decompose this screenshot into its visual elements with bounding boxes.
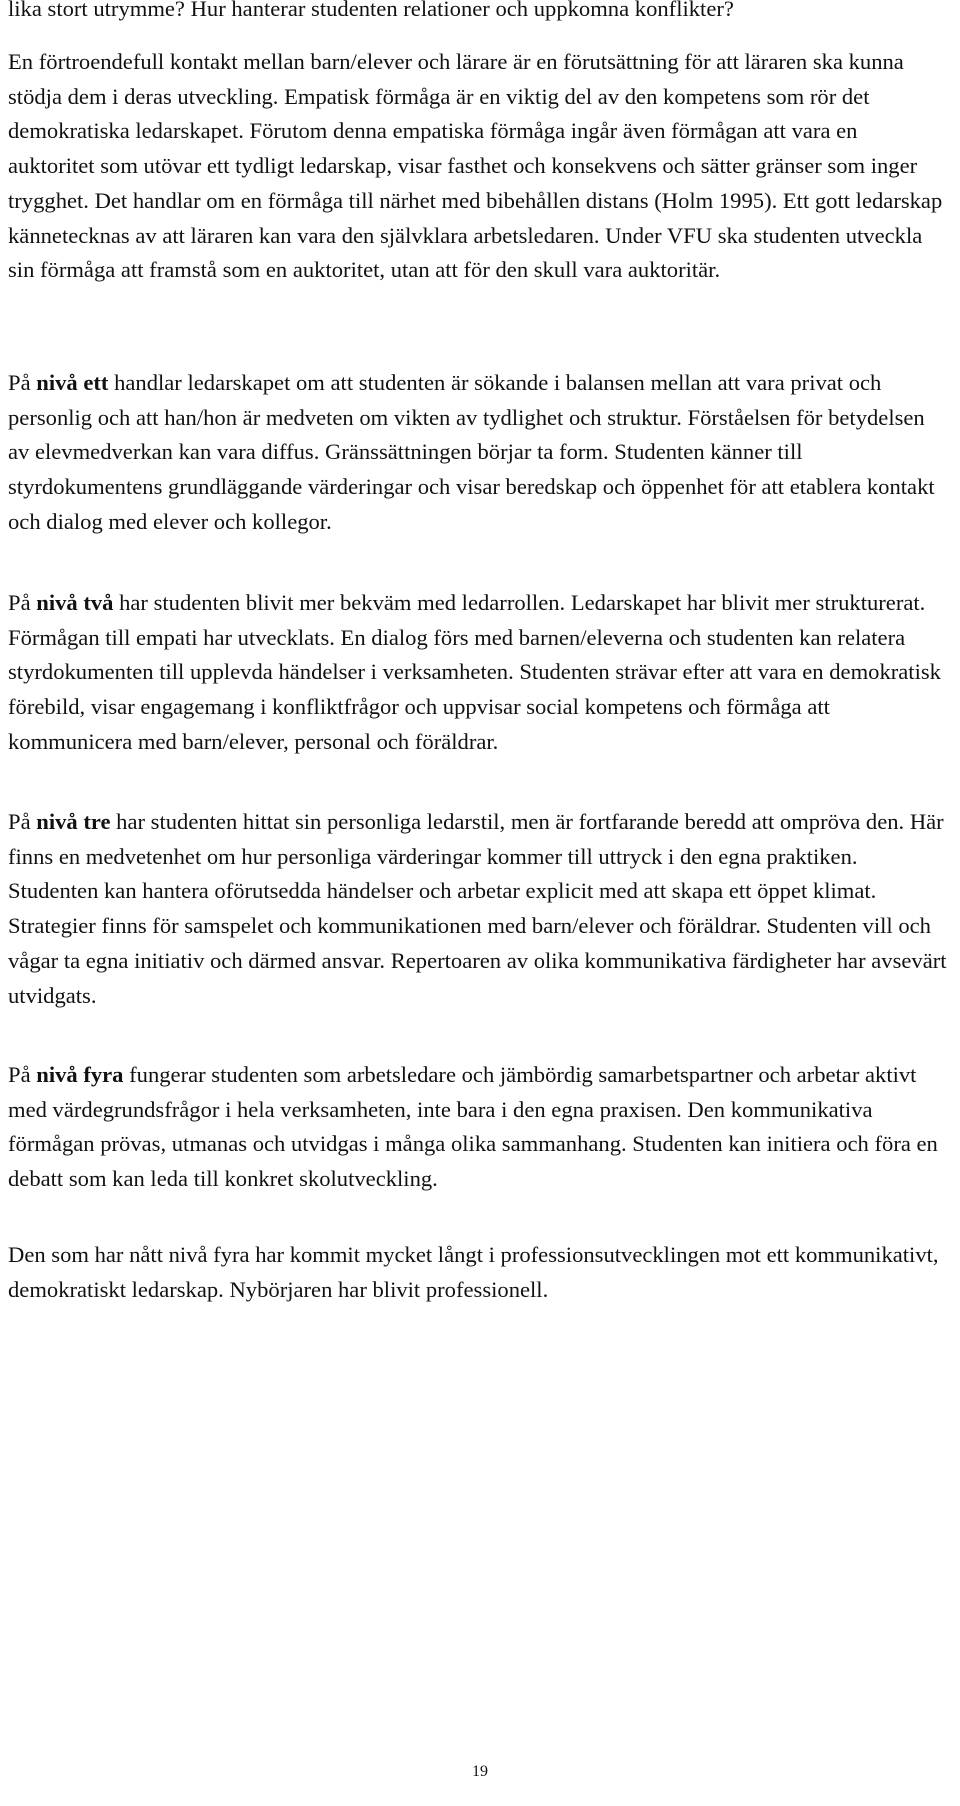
paragraph-level-three	[8, 805, 948, 1013]
level-two-text: har studenten blivit mer bekväm med ledarrollen. Ledarskapet har blivit mer strukturerat. Förmågan till empati har utvecklats. En dialog förs med barnen/eleverna och studenten kan relatera styrdokumenten till upplevda händelser i verksamheten. Studenten strävar efter att vara en demokratisk förebild, visar engagemang i konfliktfrågor och uppvisar social kompetens och förmåga att kommunicera med barn/elever, personal och föräldrar.	[8, 590, 941, 754]
paragraph-level-four	[8, 1058, 948, 1197]
level-one-prefix: På	[8, 370, 37, 395]
paragraph-conclusion: Den som har nått nivå fyra har kommit mycket långt i professionsutvecklingen mot ett kommunikativt, demokratiskt ledarskap. Nybörjaren har blivit professionell.	[8, 1242, 939, 1302]
level-two-prefix: På	[8, 590, 37, 615]
paragraph-intro-continuation: lika stort utrymme? Hur hanterar studenten relationer och uppkomna konflikter?	[8, 0, 734, 21]
level-four-heading: nivå fyra	[36, 1062, 124, 1087]
paragraph-leadership-overview: En förtroendefull kontakt mellan barn/elever och lärare är en förutsättning för att läraren ska kunna stödja dem i deras utveckling. Empatisk förmåga är en viktig del av den kompetens som rör det demokratiska ledarskapet. Förutom denna empatiska förmåga ingår även förmågan att vara en auktoritet som utövar ett tydligt ledarskap, visar fasthet och konsekvens och sätter gränser som inger trygghet. Det handlar om en förmåga till närhet med bibehållen distans (Holm 1995). Ett gott ledarskap kännetecknas av att läraren kan vara den självklara arbetsledaren. Under VFU ska studenten utveckla sin förmåga att framstå som en auktoritet, utan att för den skull vara auktoritär.	[8, 49, 943, 283]
level-four-text: fungerar studenten som arbetsledare och jämbördig samarbetspartner och arbetar aktivt med värdegrundsfrågor i hela verksamheten, inte bara i den egna praxisen. Den kommunikativa förmågan prövas, utmanas och utvidgas i många olika sammanhang. Studenten kan initiera och föra en debatt som kan leda till konkret skolutveckling.	[8, 1062, 938, 1192]
paragraph-level-one	[8, 366, 948, 540]
level-three-heading: nivå tre	[36, 809, 111, 834]
level-two-heading: nivå två	[36, 590, 114, 615]
level-one-text: handlar ledarskapet om att studenten är sökande i balansen mellan att vara privat och personlig och att han/hon är medveten om vikten av tydlighet och struktur. Förståelsen för betydelsen av elevmedverkan kan vara diffus. Gränssättningen börjar ta form. Studenten känner till styrdokumentens grundläggande värderingar och visar beredskap och öppenhet för att etablera kontakt och dialog med elever och kollegor.	[8, 370, 935, 534]
paragraph-level-two	[8, 586, 948, 760]
page-number: 19	[472, 1763, 488, 1780]
level-three-prefix: På	[8, 809, 37, 834]
level-three-text: har studenten hittat sin personliga ledarstil, men är fortfarande beredd att ompröva den. Här finns en medvetenhet om hur personliga värderingar kommer till uttryck i den egna praktiken. Studenten kan hantera oförutsedda händelser och arbetar explicit med att skapa ett öppet klimat. Strategier finns för samspelet och kommunikationen med barn/elever och föräldrar. Studenten vill och vågar ta egna initiativ och därmed ansvar. Repertoaren av olika kommunikativa färdigheter har avsevärt utvidgats.	[8, 809, 947, 1008]
level-four-prefix: På	[8, 1062, 37, 1087]
level-one-heading: nivå ett	[36, 370, 109, 395]
